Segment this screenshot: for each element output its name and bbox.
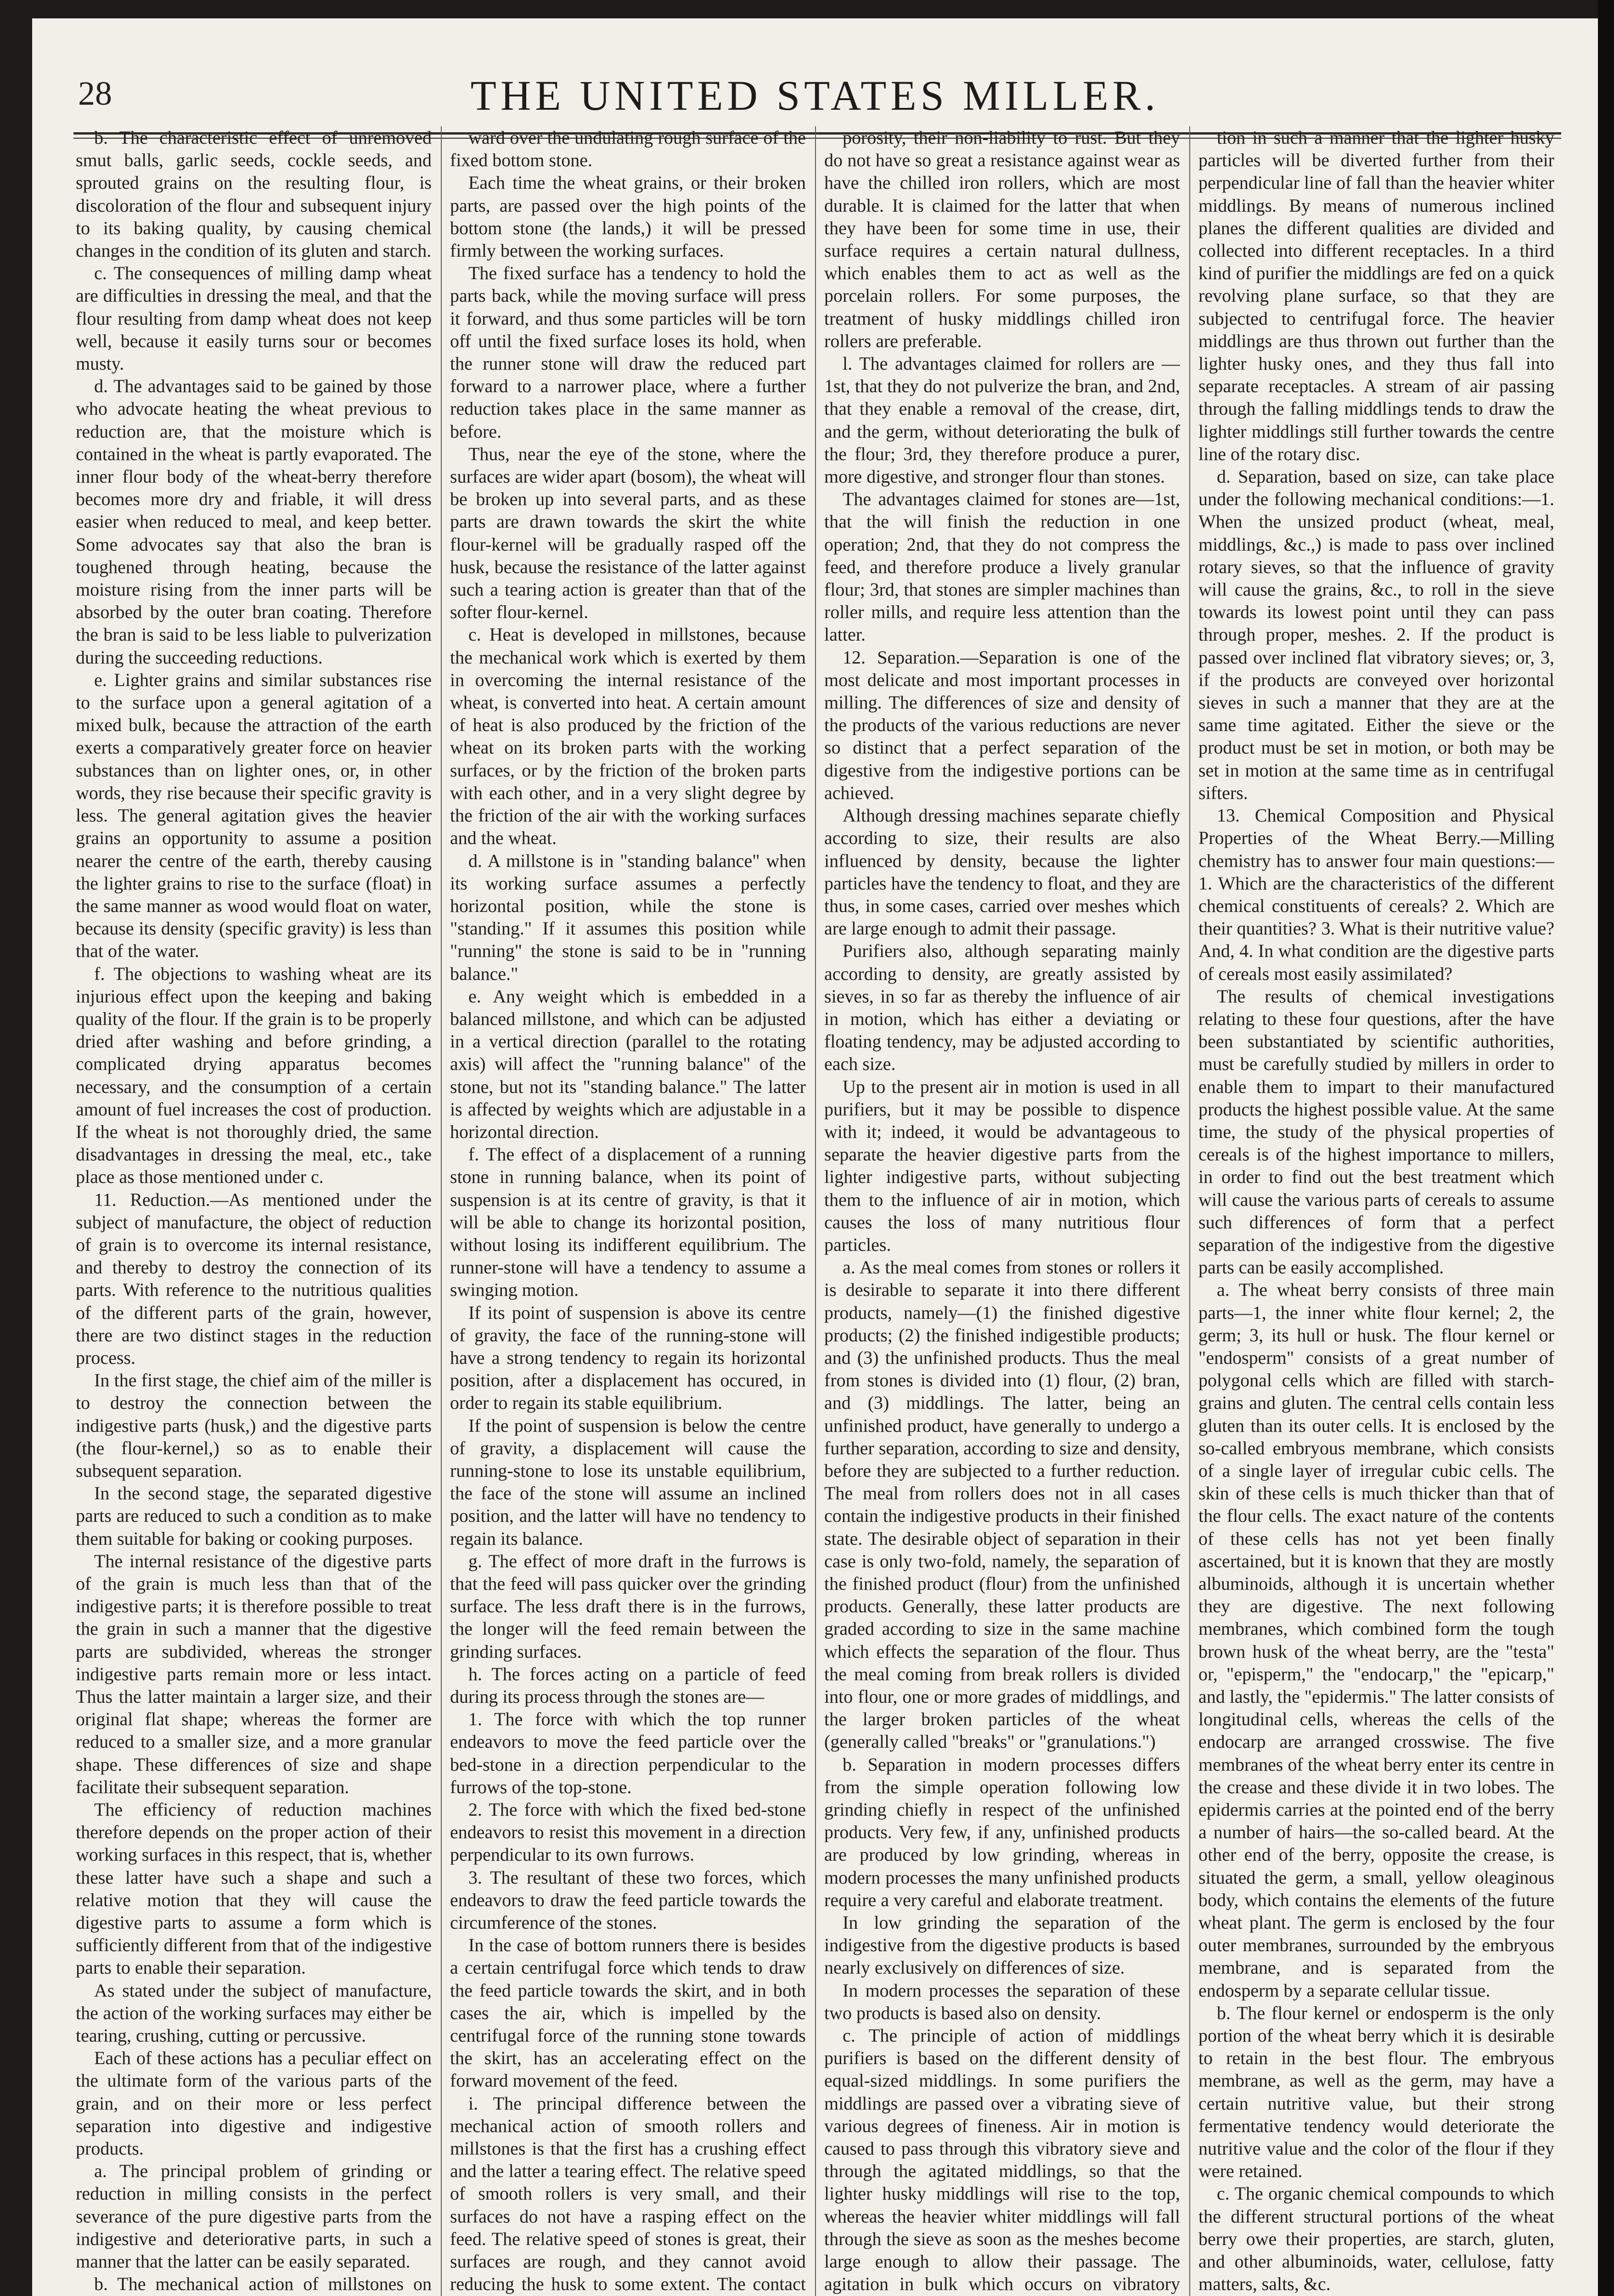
- paragraph: tion in such a manner that the lighter husky particles will be diverted further from their perpendicular line of fall than the heavier whiter middlings. By means of numerous inclined planes the different qualities are divided and collected into different receptacles. In a third kind of purifier the middlings are fed on a quick revolving plane surface, so that they are subjected to centrifugal force. The heavier middlings are thus thrown out further than the lighter husky ones, and they thus fall into separate receptacles. A stream of air passing through the falling middlings tends to draw the lighter middlings still further towards the centre line of the rotary disc.: [1198, 127, 1554, 464]
- paragraph: Each of these actions has a peculiar effect on the ultimate form of the various parts of the grain, and on their more or less perfect separation into digestive and indigestive products.: [76, 2048, 432, 2159]
- column-divider: [815, 126, 816, 2296]
- column-divider: [1189, 126, 1190, 2296]
- paragraph: 13. Chemical Composition and Physical Properties of the Wheat Berry.—Milling chemistry has to answer four main questions:—1. Which are the characteristics of the different chemical constituents of cereals? 2. Which are their quantities? 3. What is their nutritive value? And, 4. In what condition are the digestive parts of cereals most easily assimilated?: [1198, 805, 1554, 984]
- paragraph: As stated under the subject of manufacture, the action of the working surfaces may either be tearing, crushing, cutting or percussive.: [76, 1980, 432, 2046]
- paragraph: In the case of bottom runners there is besides a certain centrifugal force which tends to draw the feed particle towards the skirt, and in both cases the air, which is impelled by the centrifugal force of the running stone towards the skirt, has an accelerating effect on the forward movement of the feed.: [450, 1935, 806, 2091]
- paragraph: In modern processes the separation of these two products is based also on density.: [824, 1980, 1180, 2023]
- paragraph: b. The mechanical action of millstones on: [94, 2273, 432, 2295]
- paragraph: b. The characteristic effect of unremoved smut balls, garlic seeds, cockle seeds, and sprouted grains on the resulting flour, is discoloration of the flour and subsequent injury to its baking quality, by causing chemical changes in the condition of its gluten and starch.: [76, 127, 432, 261]
- paragraph: e. Any weight which is embedded in a balanced millstone, and which can be adjusted in a vertical direction (parallel to the rotating axis) will affect the "running balance" of the stone, but not its "standing balance." The latter is affected by weights which are adjustable in a horizontal direction.: [450, 985, 806, 1142]
- paragraph: 2. The force with which the fixed bed-stone endeavors to resist this movement in a direction perpendicular to its own furrows.: [450, 1799, 806, 1865]
- paragraph: porosity, their non-liability to rust. But they do not have so great a resistance against wear as have the chilled iron rollers, which are most durable. It is claimed for the latter that when they have been for some time in use, their surface requires a certain natural dullness, which enables them to act as well as the porcelain rollers. For some purposes, the treatment of husky middlings chilled iron rollers are preferable.: [824, 127, 1180, 351]
- paragraph: Although dressing machines separate chiefly according to size, their results are also influenced by density, because the lighter particles have the tendency to float, and they are thus, in some cases, carried over meshes which are large enough to admit their passage.: [824, 805, 1180, 939]
- paragraph: i. The principal difference between the mechanical action of smooth rollers and millstones is that the first has a crushing effect and the latter a tearing effect. The relative speed of smooth rollers is very small, and their surfaces do not have a rasping effect on the feed. The relative speed of stones is great, their surfaces are rough, and they cannot avoid reducing the husk to some extent. The contact: [450, 2093, 806, 2295]
- paragraph: In the second stage, the separated digestive parts are reduced to such a condition as to make them suitable for baking or cooking purposes.: [76, 1483, 432, 1549]
- paragraph: The advantages claimed for stones are—1st, that the will finish the reduction in one operation; 2nd, that they do not compress the feed, and therefore produce a lively granular flour; 3rd, that stones are simpler machines than roller mills, and require less attention than the latter.: [824, 489, 1180, 645]
- paragraph: If its point of suspension is above its centre of gravity, the face of the running-stone will have a strong tendency to regain its horizontal position, after a displacement has occured, in order to regain its stable equilibrium.: [450, 1302, 806, 1413]
- paragraph: If the point of suspension is below the centre of gravity, a displacement will cause the running-stone to lose its unstable equilibrium, the face of the stone will assume an inclined position, and the latter will have no tendency to regain its balance.: [450, 1415, 806, 1549]
- column-3: [824, 126, 1180, 2296]
- paragraph: Each time the wheat grains, or their broken parts, are passed over the high points of the bottom stone (the lands,) it will be pressed firmly between the working surfaces.: [450, 172, 806, 261]
- paragraph: d. The advantages said to be gained by those who advocate heating the wheat previous to reduction are, that the moisture which is contained in the wheat is partly evaporated. The inner flour body of the wheat-berry therefore becomes more dry and friable, it will dress easier when reduced to meal, and keep better. Some advocates say that also the bran is toughened through heating, because the moisture rising from the inner parts will be absorbed by the outer bran coating. Therefore the bran is said to be less liable to pulverization during the succeeding reductions.: [76, 376, 432, 668]
- paragraph: l. The advantages claimed for rollers are —1st, that they do not pulverize the bran, and 2nd, that they enable a removal of the crease, dirt, and the germ, without deteriorating the bulk of the flour; 3rd, they therefore produce a purer, more digestive, and stronger flour than stones.: [824, 353, 1180, 487]
- paragraph: The efficiency of reduction machines therefore depends on the proper action of their working surfaces in this respect, that is, whether these latter have such a shape and such a relative motion that they will cause the digestive parts to assume a form which is sufficiently different from that of the indigestive parts to enable their separation.: [76, 1799, 432, 1978]
- paragraph: The results of chemical investigations relating to these four questions, after the have been substantiated by scientific authorities, must be carefully studied by millers in order to enable them to impart to their manufactured products the highest possible value. At the same time, the study of the physical properties of cereals is of the highest importance to millers, in order to find out the best treatment which will cause the various parts of cereals to assume such differences of form that a perfect separation of the indigestive from the digestive parts can be easily accomplished.: [1198, 985, 1554, 1278]
- paragraph: 1. The force with which the top runner endeavors to move the feed particle over the bed-stone in a direction perpendicular to the furrows of the top-stone.: [450, 1709, 806, 1797]
- paragraph: a. As the meal comes from stones or rollers it is desirable to separate it into there different products, namely—(1) the finished digestive products; (2) the finished indigestible products; and (3) the unfinished products. Thus the meal from stones is divided into (1) flour, (2) bran, and (3) middlings. The latter, being an unfinished product, have generally to undergo a further separation, according to size and density, before they are subjected to a further reduction. The meal from rollers does not in all cases contain the indigestive products in their finished state. The desirable object of separation in their case is only two-fold, namely, the separation of the finished product (flour) from the unfinished products. Generally, these latter products are graded according to size in the same machine which effects the separation of the flour. Thus the meal coming from break rollers is divided into flour, one or more grades of middlings, and the larger broken particles of the wheat (generally called "breaks" or "granulations."): [824, 1257, 1180, 1752]
- paragraph: b. Separation in modern processes differs from the simple operation following low grinding chiefly in respect of the unfinished products. Very few, if any, unfinished products are produced by low grinding, whereas in modern processes the many unfinished products require a very careful and elaborate treatment.: [824, 1754, 1180, 1910]
- paragraph: d. Separation, based on size, can take place under the following mechanical conditions:—1. When the unsized product (wheat, meal, middlings, &c.,) is made to pass over inclined rotary sieves, so that the influence of gravity will cause the grains, &c., to roll in the sieve towards its lowest point until they can pass through proper, meshes. 2. If the product is passed over inclined flat vibratory sieves; or, 3, if the products are conveyed over horizontal sieves in such a manner that they are at the same time agitated. Either the sieve or the product must be set in motion, or both may be set in motion at the same time as in centrifugal sifters.: [1198, 466, 1554, 803]
- paragraph: d. A millstone is in "standing balance" when its working surface assumes a perfectly horizontal position, while the stone is "standing." If it assumes this position while "running" the stone is said to be in "running balance.": [450, 850, 806, 984]
- column-2: [450, 126, 806, 2296]
- paragraph: f. The effect of a displacement of a running stone in running balance, when its point of suspension is at its centre of gravity, is that it will be able to change its horizontal position, without losing its indifferent equilibrium. The runner-stone will have a tendency to assume a swinging motion.: [450, 1144, 806, 1300]
- page-header: [32, 46, 1598, 119]
- article-columns: [76, 126, 1559, 2296]
- scan-border: [1598, 0, 1614, 2296]
- column-1: [76, 126, 432, 2296]
- paragraph: In the first stage, the chief aim of the miller is to destroy the connection between the indigestive parts (husk,) and the digestive parts (the flour-kernel,) so as to enable their subsequent separation.: [76, 1370, 432, 1481]
- masthead-title: THE UNITED STATES MILLER.: [470, 72, 1160, 119]
- paragraph: The internal resistance of the digestive parts of the grain is much less than that of the indigestive parts; it is therefore possible to treat the grain in such a manner that the digestive parts are subdivided, whereas the stronger indigestive parts remain more or less intact. Thus the latter maintain a larger size, and their original flat shape; whereas the former are reduced to a smaller size, and a more granular shape. These differences of size and shape facilitate their subsequent separation.: [76, 1550, 432, 1797]
- paragraph: Up to the present air in motion is used in all purifiers, but it may be possible to dispence with it; indeed, it would be advantageous to separate the heavier digestive parts from the lighter indigestive parts, without subjecting them to the influence of air in motion, which causes the loss of many nutritious flour particles.: [824, 1076, 1180, 1255]
- newspaper-page: [32, 18, 1598, 2296]
- paragraph: c. Heat is developed in millstones, because the mechanical work which is exerted by them in overcoming the internal resistance of the wheat, is converted into heat. A certain amount of heat is also produced by the friction of the wheat on its broken parts with the working surfaces, or by the friction of the broken parts with each other, and in a very slight degree by the friction of the air with the working surfaces and the wheat.: [450, 624, 806, 849]
- paragraph: Purifiers also, although separating mainly according to density, are greatly assisted by sieves, in so far as thereby the influence of air in motion, which has either a deviating or floating tendency, may be adjusted according to each size.: [824, 940, 1180, 1075]
- paragraph: In low grinding the separation of the indigestive from the digestive products is based nearly exclusively on differences of size.: [824, 1912, 1180, 1978]
- paragraph: b. The flour kernel or endosperm is the only portion of the wheat berry which it is desirable to retain in the best flour. The embryous membrane, as well as the germ, may have a certain nutritive value, but their strong fermentative tendency would deteriorate the nutritive value and the color of the flour if they were retained.: [1198, 2002, 1554, 2182]
- paragraph: f. The objections to washing wheat are its injurious effect upon the keeping and baking quality of the flour. If the grain is to be properly dried after washing and before grinding, a complicated drying apparatus becomes necessary, and the consumption of a certain amount of fuel increases the cost of production. If the wheat is not thoroughly dried, the same disadvantages in dressing the meal, etc., take place as those mentioned under c.: [76, 963, 432, 1187]
- paragraph: 12. Separation.—Separation is one of the most delicate and most important processes in milling. The differences of size and density of the products of the various reductions are never so distinct that a perfect separation of the digestive from the indigestive portions can be achieved.: [824, 647, 1180, 803]
- paragraph: a. The wheat berry consists of three main parts—1, the inner white flour kernel; 2, the germ; 3, its hull or husk. The flour kernel or "endosperm" consists of a great number of polygonal cells which are filled with starch-grains and gluten. The central cells contain less gluten than its outer cells. It is enclosed by the so-called embryous membrane, which consists of a single layer of irregular cubic cells. The skin of these cells is much thicker than that of the flour cells. The exact nature of the contents of these cells has not yet been finally ascertained, but it is known that they are mostly albuminoids, although it is uncertain whether they are digestive. The next following membranes, which combined form the tough brown husk of the wheat berry, are the "testa" or, "episperm," the "endocarp," the "epicarp," and lastly, the "epidermis." The latter consists of longitudinal cells, whereas the cells of the endocarp are arranged crosswise. The five membranes of the wheat berry enter its centre in the crease and these divide it in two lobes. The epidermis carries at the pointed end of the berry a number of hairs—the so-called beard. At the other end of the berry, opposite the crease, is situated the germ, a small, yellow oleaginous body, which contains the elements of the future wheat plant. The germ is enclosed by the four outer membranes, surrounded by the embryous membrane, and is separated from the endosperm by a separate cellular tissue.: [1198, 1279, 1554, 2001]
- paragraph: h. The forces acting on a particle of feed during its process through the stones are—: [450, 1663, 806, 1707]
- column-divider: [441, 126, 442, 2296]
- column-4: [1198, 126, 1554, 2296]
- paragraph: g. The effect of more draft in the furrows is that the feed will pass quicker over the grinding surface. The less draft there is in the furrows, the longer will the feed remain between the grinding surfaces.: [450, 1550, 806, 1662]
- paragraph: c. The consequences of milling damp wheat are difficulties in dressing the meal, and that the flour resulting from damp wheat does not keep well, because it easily turns sour or becomes musty.: [76, 263, 432, 374]
- paragraph: 3. The resultant of these two forces, which endeavors to draw the feed particle towards the circumference of the stones.: [450, 1867, 806, 1933]
- paragraph: 11. Reduction.—As mentioned under the subject of manufacture, the object of reduction of grain is to overcome its internal resistance, and thereby to destroy the connection of its parts. With reference to the nutritious qualities of the different parts of the grain, however, there are two distinct stages in the reduction process.: [76, 1189, 432, 1368]
- paragraph: ward over the undulating rough surface of the fixed bottom stone.: [450, 127, 806, 171]
- paragraph: e. Lighter grains and similar substances rise to the surface upon a general agitation of a mixed bulk, because the attraction of the earth exerts a comparatively greater force on heavier substances than on lighter ones, or, in other words, they rise because their specific gravity is less. The general agitation gives the heavier grains an opportunity to assume a position nearer the centre of the earth, thereby causing the lighter grains to rise to the surface (float) in the same manner as wood would float on water, because its density (specific gravity) is less than that of the water.: [76, 669, 432, 962]
- paragraph: a. The principal problem of grinding or reduction in milling consists in the perfect severance of the pure digestive parts from the indigestive and deteriorative parts, in such a manner that the latter can be easily separated.: [76, 2161, 432, 2272]
- paragraph: Thus, near the eye of the stone, where the surfaces are wider apart (bosom), the wheat will be broken up into several parts, and as these parts are drawn towards the skirt the white flour-kernel will be gradually rasped off the husk, because the resistance of the latter against such a tearing action is greater than that of the softer flour-kernel.: [450, 443, 806, 623]
- paragraph: The fixed surface has a tendency to hold the parts back, while the moving surface will press it forward, and thus some particles will be torn off until the fixed surface loses its hold, when the runner stone will draw the reduced part forward to a narrower place, where a further reduction takes place in the same manner as before.: [450, 263, 806, 442]
- page-number: 28: [78, 75, 112, 113]
- paragraph: c. The principle of action of middlings purifiers is based on the different density of equal-sized middlings. In some purifiers the middlings are passed over a vibrating sieve of various degrees of fineness. Air in motion is caused to pass through this vibratory sieve and through the agitated middlings, so that the lighter husky middlings will rise to the top, whereas the heavier whiter middlings will fall through the sieve as soon as the meshes become large enough to allow their passage. The agitation in bulk which occurs on vibratory: [824, 2025, 1180, 2295]
- paragraph: c. The organic chemical compounds to which the different structural portions of the wheat berry owe their properties, are starch, gluten, and other albuminoids, water, cellulose, fatty matters, salts, &c.: [1198, 2183, 1554, 2295]
